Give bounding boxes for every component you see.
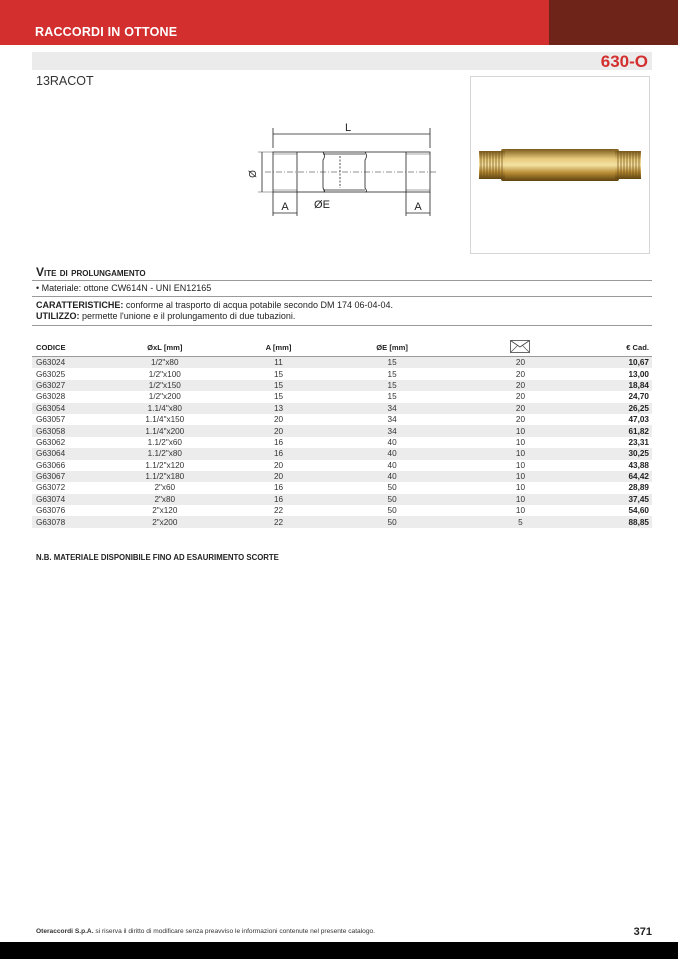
cell-code: G63076 xyxy=(32,505,115,516)
cell-size: 1.1/2"x80 xyxy=(115,448,214,459)
features-label: CARATTERISTICHE: xyxy=(36,300,124,310)
pipe-body-outline xyxy=(273,152,430,192)
cell-pack: 20 xyxy=(441,368,599,379)
cell-size: 1/2"x100 xyxy=(115,368,214,379)
cell-price: 54,60 xyxy=(599,505,652,516)
use-text: permette l'unione e il prolungamento di due tubazioni. xyxy=(79,311,296,321)
cell-size: 1/2"x80 xyxy=(115,357,214,369)
table-body xyxy=(32,357,652,528)
technical-drawing xyxy=(240,118,440,222)
cell-e: 40 xyxy=(343,437,442,448)
cell-size: 1.1/4"x150 xyxy=(115,414,214,425)
cell-code: G63067 xyxy=(32,471,115,482)
cell-price: 24,70 xyxy=(599,391,652,402)
use-line xyxy=(36,311,393,322)
header-e: ØE [mm] xyxy=(343,338,442,357)
label-inner-diameter: ØE xyxy=(314,199,330,211)
table-row xyxy=(32,448,652,459)
divider xyxy=(32,325,652,326)
cell-a: 22 xyxy=(214,505,342,516)
cell-e: 40 xyxy=(343,460,442,471)
header-bar xyxy=(0,0,678,45)
table-row xyxy=(32,516,652,527)
table-row xyxy=(32,471,652,482)
cell-size: 1.1/4"x80 xyxy=(115,403,214,414)
cell-code: G63078 xyxy=(32,516,115,527)
cell-e: 15 xyxy=(343,380,442,391)
cell-code: G63072 xyxy=(32,482,115,493)
cell-a: 15 xyxy=(214,380,342,391)
cell-e: 15 xyxy=(343,357,442,369)
page-number: 371 xyxy=(633,926,652,938)
cell-code: G63064 xyxy=(32,448,115,459)
cell-size: 1.1/2"x120 xyxy=(115,460,214,471)
cell-size: 2"x80 xyxy=(115,494,214,505)
cell-code: G63028 xyxy=(32,391,115,402)
cell-price: 30,25 xyxy=(599,448,652,459)
table-row xyxy=(32,380,652,391)
cell-pack: 10 xyxy=(441,437,599,448)
cell-size: 2"x120 xyxy=(115,505,214,516)
cell-size: 1.1/2"x60 xyxy=(115,437,214,448)
header-pack xyxy=(441,338,599,357)
cell-a: 22 xyxy=(214,516,342,527)
product-table xyxy=(32,338,652,528)
cell-e: 50 xyxy=(343,494,442,505)
cell-pack: 20 xyxy=(441,403,599,414)
cell-code: G63025 xyxy=(32,368,115,379)
cell-price: 18,84 xyxy=(599,380,652,391)
cell-a: 20 xyxy=(214,460,342,471)
cell-code: G63062 xyxy=(32,437,115,448)
cell-pack: 5 xyxy=(441,516,599,527)
cell-a: 13 xyxy=(214,403,342,414)
label-end-left: A xyxy=(281,201,289,213)
label-end-right: A xyxy=(414,201,422,213)
header-code: CODICE xyxy=(32,338,115,357)
table-row xyxy=(32,357,652,369)
cell-price: 88,85 xyxy=(599,516,652,527)
table-header-row xyxy=(32,338,652,357)
cell-price: 47,03 xyxy=(599,414,652,425)
cell-pack: 10 xyxy=(441,505,599,516)
table-row xyxy=(32,414,652,425)
cell-a: 16 xyxy=(214,482,342,493)
cell-e: 34 xyxy=(343,425,442,436)
features-line xyxy=(36,300,393,311)
stock-note: N.B. MATERIALE DISPONIBILE FINO AD ESAURIMENTO SCORTE xyxy=(36,553,279,562)
table-row xyxy=(32,437,652,448)
product-photo xyxy=(470,76,650,254)
cell-price: 23,31 xyxy=(599,437,652,448)
product-description xyxy=(36,300,393,322)
footer-disclaimer xyxy=(36,928,375,935)
label-diameter: Ø xyxy=(248,170,259,178)
cell-code: G63074 xyxy=(32,494,115,505)
cell-a: 11 xyxy=(214,357,342,369)
cell-e: 50 xyxy=(343,516,442,527)
brass-nipple-image xyxy=(471,77,649,253)
product-family-code: 630-O xyxy=(600,52,648,71)
cell-pack: 20 xyxy=(441,380,599,391)
divider xyxy=(32,296,652,297)
cell-a: 20 xyxy=(214,425,342,436)
footer-bar xyxy=(0,942,678,959)
material-bullet: • Materiale: ottone CW614N - UNI EN12165 xyxy=(36,283,212,293)
cell-price: 26,25 xyxy=(599,403,652,414)
cell-size: 1/2"x150 xyxy=(115,380,214,391)
cell-pack: 20 xyxy=(441,414,599,425)
cell-pack: 10 xyxy=(441,425,599,436)
cell-e: 50 xyxy=(343,482,442,493)
cell-code: G63066 xyxy=(32,460,115,471)
cell-code: G63027 xyxy=(32,380,115,391)
table-row xyxy=(32,425,652,436)
table-row xyxy=(32,391,652,402)
cell-code: G63054 xyxy=(32,403,115,414)
cell-e: 40 xyxy=(343,448,442,459)
cell-size: 1.1/2"x180 xyxy=(115,471,214,482)
cell-price: 10,67 xyxy=(599,357,652,369)
cell-pack: 10 xyxy=(441,494,599,505)
cell-e: 15 xyxy=(343,391,442,402)
cell-pack: 20 xyxy=(441,391,599,402)
cell-size: 2"x200 xyxy=(115,516,214,527)
cell-a: 15 xyxy=(214,391,342,402)
product-title: Vite di prolungamento xyxy=(36,265,146,279)
cell-a: 15 xyxy=(214,368,342,379)
cell-e: 50 xyxy=(343,505,442,516)
cell-a: 16 xyxy=(214,494,342,505)
product-subcode: 13RACOT xyxy=(36,74,94,88)
features-text: conforme al trasporto di acqua potabile secondo DM 174 06-04-04. xyxy=(123,300,393,310)
label-length: L xyxy=(344,122,352,134)
cell-pack: 10 xyxy=(441,482,599,493)
table-row xyxy=(32,460,652,471)
header-size: ØxL [mm] xyxy=(115,338,214,357)
table-row xyxy=(32,505,652,516)
cell-price: 64,42 xyxy=(599,471,652,482)
cell-pack: 10 xyxy=(441,460,599,471)
envelope-icon xyxy=(510,340,530,353)
cell-size: 2"x60 xyxy=(115,482,214,493)
cell-e: 15 xyxy=(343,368,442,379)
cell-price: 13,00 xyxy=(599,368,652,379)
cell-size: 1/2"x200 xyxy=(115,391,214,402)
table-row xyxy=(32,368,652,379)
cell-price: 37,45 xyxy=(599,494,652,505)
cell-pack: 10 xyxy=(441,448,599,459)
cell-code: G63058 xyxy=(32,425,115,436)
cell-price: 28,89 xyxy=(599,482,652,493)
cell-a: 20 xyxy=(214,471,342,482)
header-price: € Cad. xyxy=(599,338,652,357)
cell-a: 16 xyxy=(214,448,342,459)
table-row xyxy=(32,494,652,505)
header-a: A [mm] xyxy=(214,338,342,357)
cell-code: G63057 xyxy=(32,414,115,425)
header-accent xyxy=(549,0,678,45)
cell-size: 1.1/4"x200 xyxy=(115,425,214,436)
table-row xyxy=(32,482,652,493)
use-label: UTILIZZO: xyxy=(36,311,80,321)
footer-company: Oteraccordi S.p.A. xyxy=(36,928,94,935)
cell-code: G63024 xyxy=(32,357,115,369)
section-title: RACCORDI IN OTTONE xyxy=(35,25,178,39)
divider xyxy=(32,280,652,281)
cell-e: 40 xyxy=(343,471,442,482)
cell-e: 34 xyxy=(343,414,442,425)
cell-pack: 20 xyxy=(441,357,599,369)
code-bar xyxy=(32,52,652,70)
cell-a: 20 xyxy=(214,414,342,425)
cell-e: 34 xyxy=(343,403,442,414)
cell-pack: 10 xyxy=(441,471,599,482)
cell-a: 16 xyxy=(214,437,342,448)
table-row xyxy=(32,403,652,414)
footer-text: si riserva il diritto di modificare senza preavviso le informazioni contenute nel presente catalogo. xyxy=(93,928,376,935)
cell-price: 43,88 xyxy=(599,460,652,471)
cell-price: 61,82 xyxy=(599,425,652,436)
